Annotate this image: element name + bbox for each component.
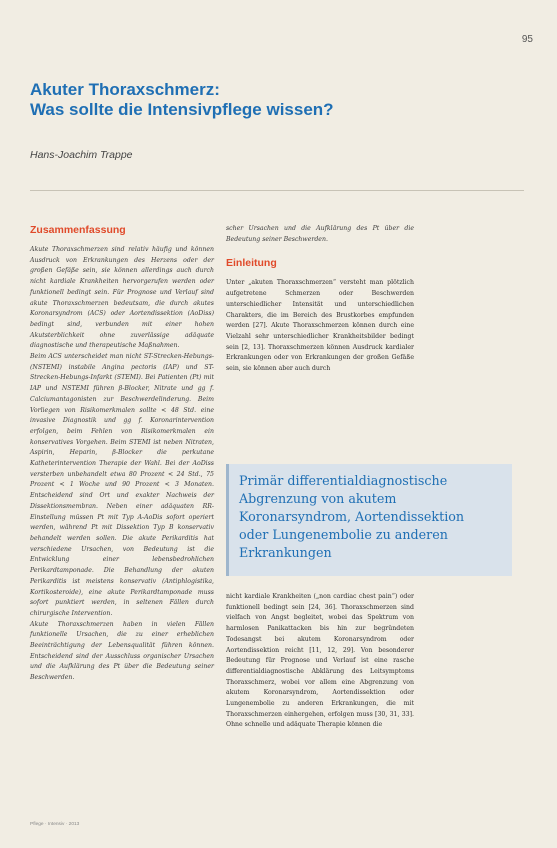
summary-column [30,224,214,684]
pull-quote-line-2: Abgrenzung von akutem [239,491,397,506]
summary-paragraph-3: Akute Thoraxschmerzen haben in vielen Fällen funktionelle Ursachen, die zu einer erheblichen Beeinträchtigung der Lebensqualität führen können. Entscheidend sind der Ausschluss organischer Ursachen und die Aufklärung des Pt über die Bedeutung seiner Beschwerden. [30,620,214,682]
intro-heading: Einleitung [226,257,277,270]
summary-continued: scher Ursachen und die Aufklärung des Pt über die Bedeutung seiner Beschwerden. [226,225,414,243]
page-footer: Pflege · Intensiv · 2013 [30,822,80,827]
author-name: Hans-Joachim Trappe [30,149,133,161]
header-divider [30,190,524,191]
spacer [226,245,414,257]
pull-quote-line-3: Koronarsyndrom, Aortendissektion [239,509,465,524]
article-title [30,80,510,120]
summary-paragraph-2: Beim ACS unterscheidet man nicht ST-Strecken-Hebungs-(NSTEMI) instabile Angina pectoris (IAP) und ST-Strecken-Hebungs-Infarkt (STEMI). Bei Patienten (Pt) mit IAP und NSTEMI führen β-Blocker, Nitrate und gg f. Calciumantagonisten zur Beschwerdelinderung. Beim Vorliegen von Risikomerkmalen sollte < 48 Std. eine invasive Diagnostik und gg f. Koronarintervention erfolgen, beim Fehlen von Risikomerkmalen ein konservatives Vorgehen. Beim STEMI ist neben Nitraten, Aspirin, Heparin, β-Blocker die perkutane Katheterintervention Therapie der Wahl. Bei der AoDiss versterben unbehandelt etwa 80 Prozent < 24 Std., 75 Prozent < 1 Woche und 90 Prozent < 3 Monaten. Entscheidend sind Ort und exakter Nachweis der Dissektionsmembran. Neben einer adäquaten RR-Einstellung müssen Pt mit Typ A-AoDis sofort operiert werden, während Pt mit Dissektion Typ B konservativ behandelt werden sollen. Die akute Perikarditis hat verschiedene Ursachen, von Bedeutung ist die Entwicklung einer lebensbedrohlichen Perikardtamponade. Die Behandlung der akuten Perikarditis ist meistens konservativ (Antiphlogistika, Kortikosteroide), eine akute Perikardtamponade muss sofort punktiert werden, in seltenen Fällen durch chirurgische Intervention. [30,353,214,617]
pull-quote-box [226,464,512,576]
title-line-2: Was sollte die Intensivpflege wissen? [30,100,334,119]
title-line-1: Akuter Thoraxschmerz: [30,80,220,99]
pull-quote-line-1: Primär differentialdiagnostische [239,473,448,488]
intro-column [226,224,414,375]
summary-heading: Zusammenfassung [30,224,126,236]
page-number: 95 [521,34,533,45]
pull-quote [239,472,502,562]
pull-quote-line-5: Erkrankungen [239,545,332,560]
intro-continued-column [226,592,414,731]
pull-quote-line-4: oder Lungenembolie zu anderen [239,527,448,542]
intro-paragraph-2: nicht kardiale Krankheiten („non cardiac chest pain“) oder funktionell bedingt sein [24, 36]. Thoraxschmerzen sind vielfach von Angst begleitet, wobei das Spektrum von harmlosen Panikattacken bis hin zur begründeten Todesangst bei akutem Koronarsyndrom oder Aortendissektion reicht [11, 12, 29]. Von besonderer Bedeutung für Prognose und Verlauf ist eine rasche differentialdiagnostische Abklärung des Leitsymptoms Thoraxschmerz, wobei vor allem eine Abgrenzung von akutem Koronarsyndrom, Aortendissektion oder Lungenembolie zu anderen Erkrankungen, die mit Thoraxschmerzen einhergehen, erfolgen muss [30, 31, 33]. Ohne schnelle und adäquate Therapie können die [226,593,414,729]
intro-paragraph-1: Unter „akuten Thoraxschmerzen“ versteht man plötzlich aufgetretene Schmerzen oder Beschwerden unterschiedlicher Intensität und unterschiedlichen Charakters, die im Bereich des Brustkorbes empfunden werden [27]. Akute Thoraxschmerzen können durch eine Vielzahl sehr unterschiedlicher Krankheitsbilder bedingt sein [2, 13]. Thoraxschmerzen können Ausdruck kardialer Erkrankungen oder von Erkrankungen der großen Gefäße sein, sie können aber auch durch [226,279,414,373]
summary-paragraph-1: Akute Thoraxschmerzen sind relativ häufig und können Ausdruck von Erkrankungen des Herzens oder der großen Gefäße sein, sie können allerdings auch durch nicht kardiale Krankheiten hervorgerufen werden oder funktionell bedingt sein. Für Prognose und Verlauf sind akute Thoraxschmerzen bedeutsam, die durch akutes Koronarsyndrom (ACS) oder Aortendissektion (AoDiss) bedingt sind, verbunden mit einer hohen Akutsterblichkeit ohne zuverlässige adäquate diagnostische und therapeutische Maßnahmen. [30,246,214,350]
